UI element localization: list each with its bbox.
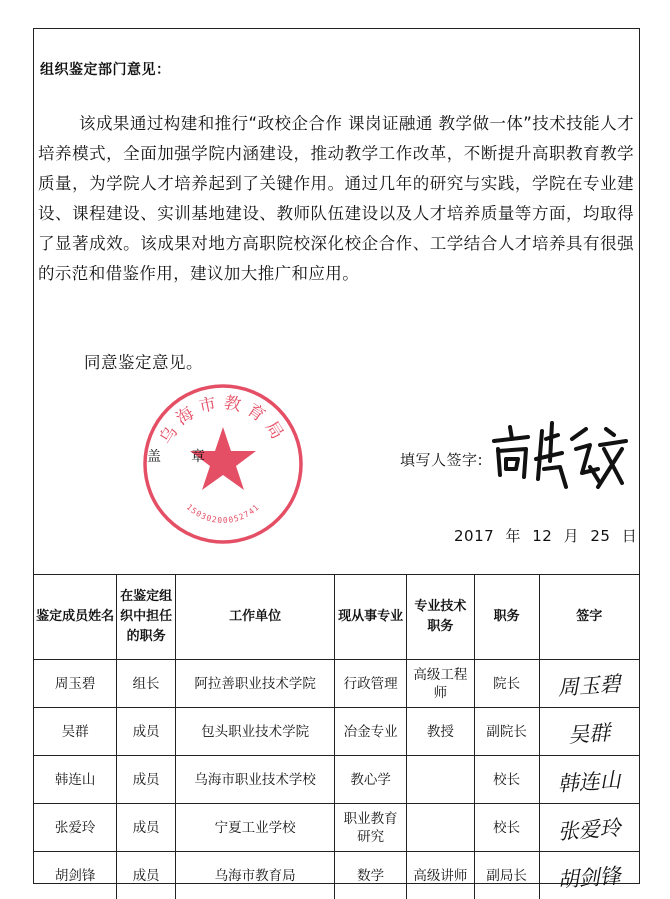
handwritten-signature [546,665,632,703]
table-row [34,708,639,756]
signature-text: 张爱玲 [557,815,624,843]
header-signature: 签字 [539,574,639,660]
cell-name: 韩连山 [34,756,117,804]
header-specialty: 现从事专业 [335,574,407,660]
opinion-heading: 组织鉴定部门意见： [40,59,171,79]
cell-specialty: 职业教育研究 [335,804,407,852]
handwritten-signature [546,809,632,847]
opinion-section [34,29,639,575]
cell-title: 高级工程师 [407,660,475,708]
header-title: 专业技术职务 [407,574,475,660]
signer-label: 填写人签字: [400,449,483,470]
table-row [34,660,639,708]
signature-text: 韩连山 [557,767,624,795]
cell-unit: 宁夏工业学校 [175,804,334,852]
opinion-paragraph: 该成果通过构建和推行“政校企合作 课岗证融通 教学做一体”技术技能人才培养模式，全面加强学院内涵建设，推动教学工作改革，不断提升高职教育教学质量，为学院人才培养起到了关键作用。通过几年的研究与实践，学院在专业建设、课程建设、实训基地建设、教师队伍建设以及人才培养质量等方面，均取得了显著成效。该成果对地方高职院校深化校企合作、工学结合人才培养具有很强的示范和借鉴作用，建议加大推广和应用。 [38,109,634,289]
cell-specialty: 教心学 [335,756,407,804]
agree-statement: 同意鉴定意见。 [84,349,203,373]
cell-role: 成员 [117,756,176,804]
cell-title [407,804,475,852]
header-position: 职务 [474,574,539,660]
signature-text: 胡剑锋 [557,863,624,891]
cell-signature [539,756,639,804]
handwritten-signature [546,761,632,799]
cell-position: 副院长 [474,708,539,756]
seal-code-text: 15030200052741 [185,502,262,525]
header-unit: 工作单位 [175,574,334,660]
cell-title: 高级讲师 [407,852,475,899]
cell-unit: 乌海市职业技术学校 [175,756,334,804]
table-row [34,756,639,804]
cell-role: 成员 [117,804,176,852]
cell-name: 张爱玲 [34,804,117,852]
cell-role: 成员 [117,852,176,899]
seal-label: 盖章 [147,446,235,466]
cell-position: 校长 [474,756,539,804]
cell-name: 胡剑锋 [34,852,117,899]
cell-position: 副局长 [474,852,539,899]
cell-specialty: 行政管理 [335,660,407,708]
date: 2017 年 12 月 25 日 [454,525,637,546]
cell-role: 成员 [117,708,176,756]
cell-title [407,756,475,804]
cell-position: 校长 [474,804,539,852]
cell-specialty: 冶金专业 [335,708,407,756]
cell-name: 吴群 [34,708,117,756]
signer-signature [486,409,631,499]
table-row [34,804,639,852]
cell-title: 教授 [407,708,475,756]
cell-signature [539,804,639,852]
cell-unit: 阿拉善职业技术学院 [175,660,334,708]
table-header-row [34,574,639,660]
cell-specialty: 数学 [335,852,407,899]
member-table [34,574,639,899]
cell-unit: 乌海市教育局 [175,852,334,899]
cell-signature [539,708,639,756]
cell-signature [539,852,639,899]
signature-text: 周玉碧 [557,671,625,700]
cell-role: 组长 [117,660,176,708]
cell-position: 院长 [474,660,539,708]
cell-signature [539,660,639,708]
appraisal-form [33,28,640,884]
header-role: 在鉴定组织中担任的职务 [117,574,176,660]
handwritten-signature [546,713,632,751]
cell-name: 周玉碧 [34,660,117,708]
seal-org-text: 乌海市教育局 [156,393,290,448]
signature-text: 吴群 [568,720,615,747]
table-row [34,852,639,899]
header-name: 鉴定成员姓名 [34,574,117,660]
cell-unit: 包头职业技术学院 [175,708,334,756]
